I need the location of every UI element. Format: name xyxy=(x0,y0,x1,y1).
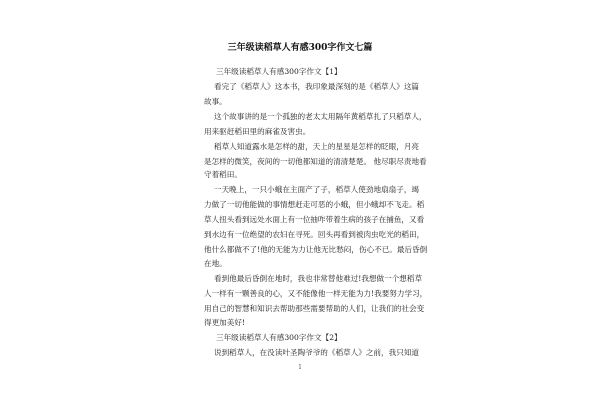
text-line: 看到他最后昏倒在地时，我也非常替他难过!我想做一个想稻草 xyxy=(214,274,423,283)
text-line: 用来驱赶稻田里的麻雀及害虫。 xyxy=(204,127,311,136)
text-line: 在地。 xyxy=(204,259,227,268)
text-line: 说到稻草人，在没读叶圣陶爷爷的《稻草人》之前，我只知道 xyxy=(214,348,420,357)
text-line: 他什么都做不了!他的无能为力让他无比愁闷，伤心不已。最后昏倒 xyxy=(204,245,428,254)
section-heading: 三年级读稻草人有感300字作文【2】 xyxy=(216,333,342,342)
text-line: 到水边有一位绝望的农妇在寻死。回头再看到被肉虫吃光的稻田， xyxy=(204,230,425,239)
text-line: 得更加美好! xyxy=(204,318,246,327)
text-line: 故事。 xyxy=(204,97,227,106)
document-title: 三年级读稻草人有感300字作文七篇 xyxy=(227,43,373,53)
page-number: 1 xyxy=(298,364,302,371)
text-line: 用自己的智慧和知识去帮助那些需要帮助的人们，让我们的社会变 xyxy=(204,304,425,313)
text-line: 看完了《稻草人》这本书，我印象最深刻的是《稻草人》这篇 xyxy=(214,82,420,91)
text-line: 是怎样的微笑，夜间的一切他都知道的清清楚楚。 他尽职尽责地看 xyxy=(204,157,427,166)
section-heading: 三年级读稻草人有感300字作文【1】 xyxy=(216,67,342,76)
text-line: 守着稻田。 xyxy=(204,170,242,179)
text-line: 草人扭头看到远处水面上有一位抽咋带着生病的孩子在捕鱼，又看 xyxy=(204,215,425,224)
text-line: 一天晚上，一只小蛾在主面产了子，稻草人使劲地扇扇子，竭 xyxy=(214,185,420,194)
text-line: 这个故事讲的是一个孤独的老太太用隔年黄稻草扎了只稻草人， xyxy=(214,112,427,121)
text-line: 人一样有一颗善良的心，又不能像他一样无能为力!我要努力学习， xyxy=(204,289,428,298)
text-line: 力做了一切他能做的事情想赶走可恶的小蛾，但小蛾却不飞走。稻 xyxy=(204,200,425,209)
text-line: 稻草人知道露水是怎样的甜，天上的星星是怎样的眨眼，月亮 xyxy=(214,142,420,151)
